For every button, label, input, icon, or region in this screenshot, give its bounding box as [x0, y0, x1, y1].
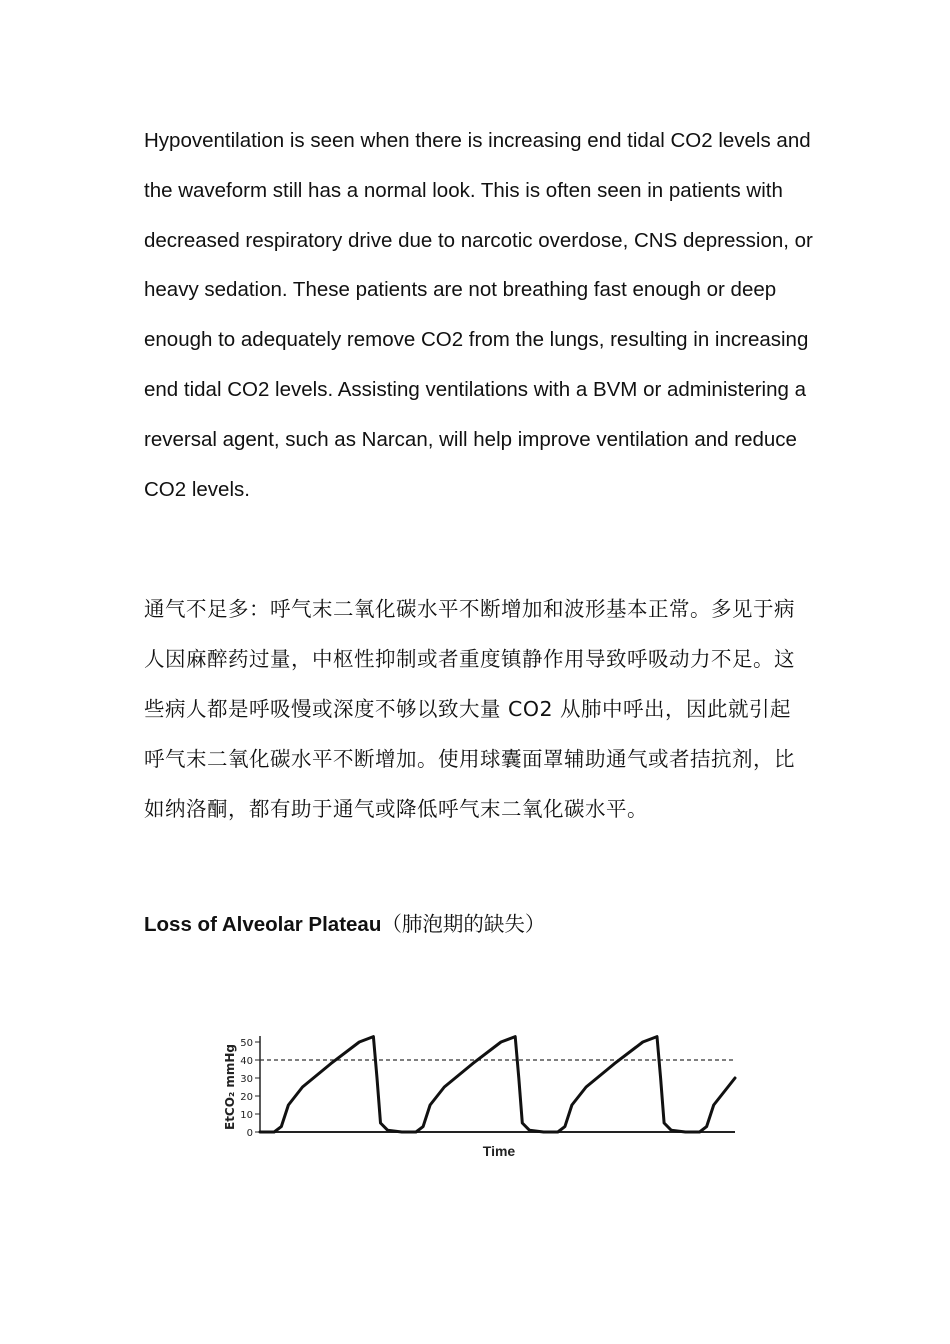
chart-plot-area	[260, 1037, 735, 1132]
y-tick-label: 30	[240, 1074, 253, 1085]
capnography-chart-svg	[160, 980, 810, 1180]
chart-y-ticks	[240, 1038, 260, 1139]
section-heading-en: Loss of Alveolar Plateau	[144, 913, 382, 936]
section-heading	[144, 908, 545, 941]
y-tick-label: 40	[240, 1056, 253, 1067]
y-tick-label: 50	[240, 1038, 253, 1049]
chart-x-axis-label: Time	[482, 1143, 516, 1159]
section-heading-zh: （肺泡期的缺失）	[381, 912, 546, 936]
capnography-chart	[160, 980, 810, 1180]
hypoventilation-paragraph-en: Hypoventilation is seen when there is increasing end tidal CO2 levels and the waveform still has a normal look. This is often seen in patients with decreased respiratory drive due to narcotic overdose, CNS depression, or heavy sedation. These patients are not breathing fast enough or deep enough to adequately remove CO2 from the lungs, resulting in increasing end tidal CO2 levels. Assisting ventilations with a BVM or administering a reversal agent, such as Narcan, will help improve ventilation and reduce CO2 levels.	[144, 129, 813, 501]
y-tick-label: 20	[240, 1092, 253, 1103]
etco2-waveform-line	[260, 1037, 735, 1132]
y-tick-label: 10	[240, 1110, 253, 1121]
chart-y-axis-label: EtCO₂ mmHg	[223, 1043, 237, 1131]
hypoventilation-paragraph-zh: 通气不足多：呼气末二氧化碳水平不断增加和波形基本正常。多见于病人因麻醉药过量，中枢性抑制或者重度镇静作用导致呼吸动力不足。这些病人都是呼吸慢或深度不够以致大量 CO2 从肺中呼出，因此就引起呼气末二氧化碳水平不断增加。使用球囊面罩辅助通气或者拮抗剂，比如纳洛酮，都有助于通气或降低呼气末二氧化碳水平。	[144, 597, 795, 821]
y-tick-label: 0	[246, 1128, 253, 1139]
